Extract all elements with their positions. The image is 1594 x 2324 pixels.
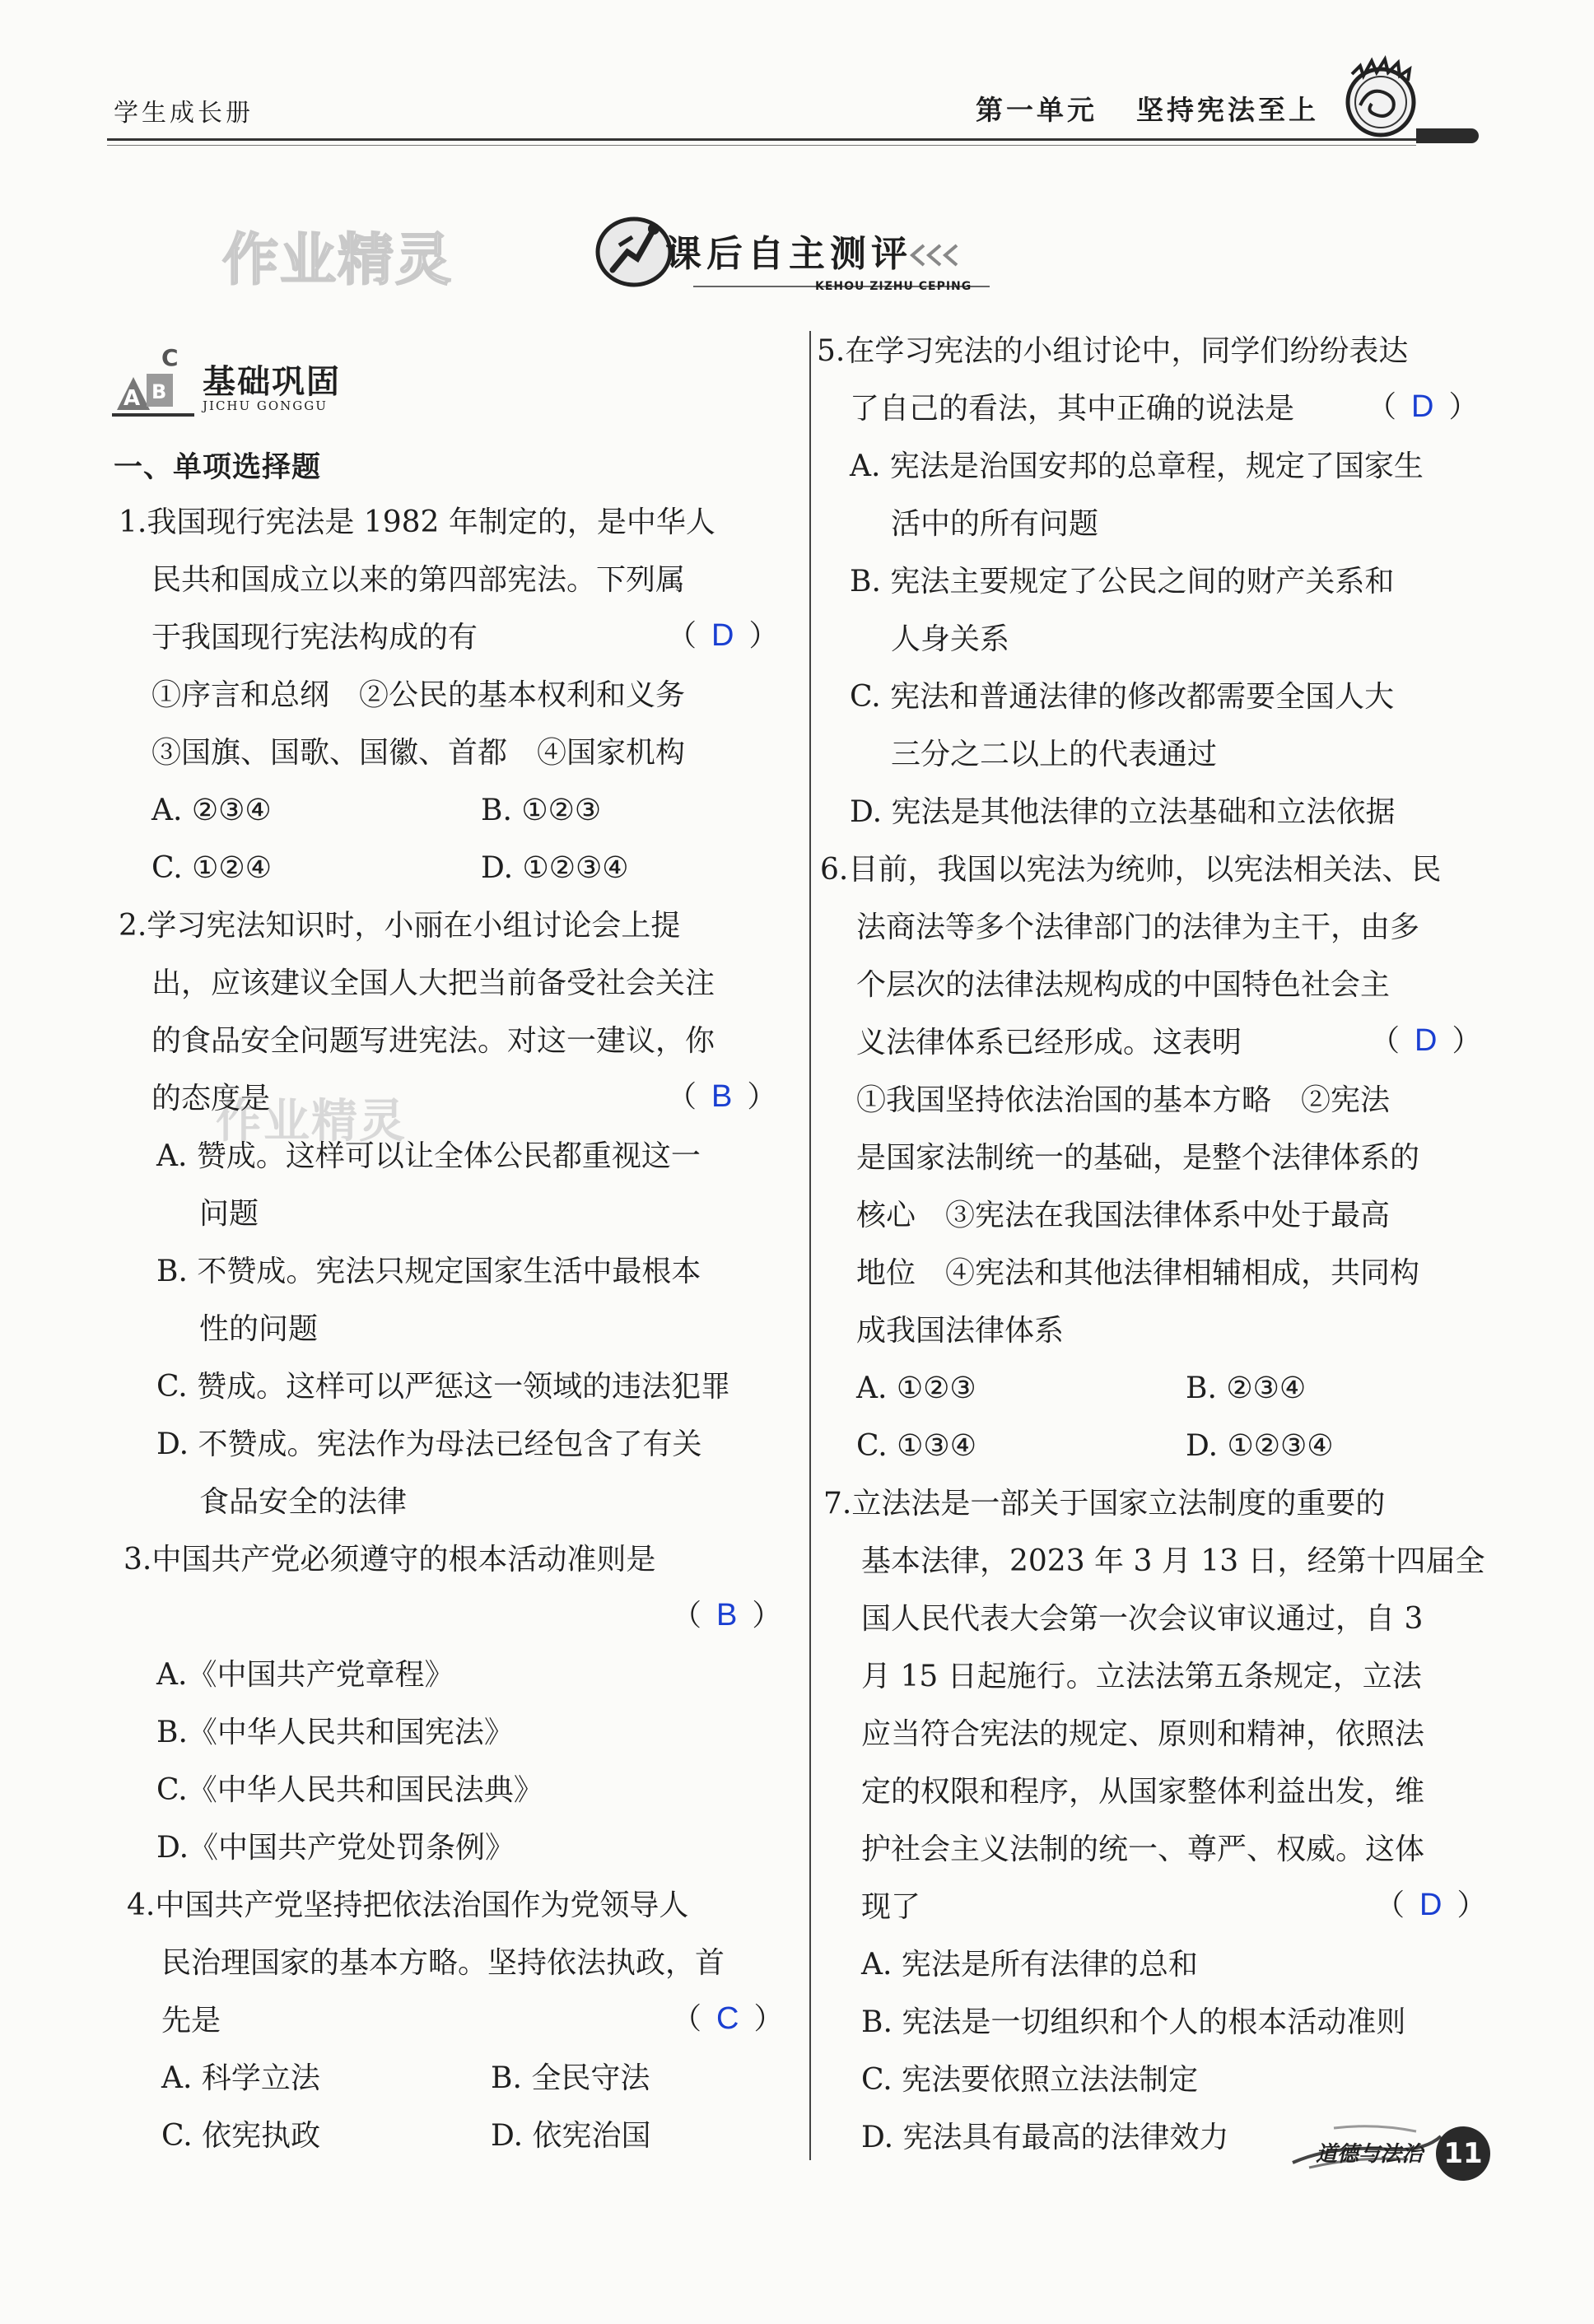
part-heading: 一、单项选择题 [114, 451, 322, 484]
column-divider [809, 331, 811, 2160]
answer-bracket: （ B ） [667, 1079, 777, 1114]
answer-option: B. 不赞成。宪法只规定国家生活中最根本 [156, 1255, 701, 1288]
answer-option: C. 宪法和普通法律的修改都需要全国人大 [850, 680, 1395, 714]
answer-option: D.《中国共产党处罚条例》 [156, 1831, 515, 1865]
abc-blocks-icon [112, 336, 194, 418]
question-text: 7.立法法是一部关于国家立法制度的重要的 [823, 1487, 1386, 1521]
page-number: 11 [1436, 2126, 1490, 2181]
answer-option: A. ②③④ [151, 794, 272, 827]
subject-label: 道德与法治 [1316, 2142, 1424, 2167]
question-text: 定的权限和程序，从国家整体利益出发，维 [861, 1775, 1425, 1809]
answer-option: 性的问题 [199, 1312, 319, 1346]
question-text: 5.在学习宪法的小组讨论中，同学们纷纷表达 [817, 334, 1409, 368]
answer-option: C. 依宪执政 [161, 2119, 321, 2153]
answer-bracket: （ D ） [1375, 1888, 1487, 1922]
question-text: 3.中国共产党必须遵守的根本活动准则是 [124, 1543, 656, 1577]
answer-option: A. 宪法是所有法律的总和 [861, 1948, 1198, 1982]
question-text: 先是 [161, 2004, 221, 2038]
question-text: 个层次的法律法规构成的中国特色社会主 [856, 968, 1391, 1002]
answer-option: D. 依宪治国 [491, 2119, 651, 2153]
answer-option: C. 赞成。这样可以严惩这一领域的违法犯罪 [156, 1370, 731, 1404]
answer-option: 活中的所有问题 [891, 507, 1099, 541]
answer-value: D [1411, 389, 1434, 424]
svg-text:C: C [161, 344, 179, 371]
svg-text:A: A [124, 386, 141, 411]
answer-option: C. ①③④ [856, 1429, 976, 1463]
answer-option: 人身关系 [891, 622, 1010, 656]
question-text: 基本法律，2023 年 3 月 13 日，经第十四届全 [861, 1544, 1485, 1578]
answer-value: B [716, 1598, 738, 1632]
answer-option: D. 宪法是其他法律的立法基础和立法依据 [850, 795, 1396, 829]
answer-bracket: （ C ） [672, 2001, 784, 2036]
statement-item: 地位 ④宪法和其他法律相辅相成，共同构 [856, 1256, 1420, 1290]
banner-title: 课后自主测评 [665, 233, 912, 275]
question-text: 义法律体系已经形成。这表明 [856, 1026, 1242, 1060]
answer-option: B. ②③④ [1186, 1372, 1307, 1405]
answer-bracket: （ D ） [667, 618, 779, 653]
answer-option: 三分之二以上的代表通过 [891, 738, 1218, 771]
watermark: 作业精灵 [222, 228, 454, 293]
question-text: 的态度是 [151, 1082, 271, 1115]
statement-item: ①我国坚持依法治国的基本方略 ②宪法 [856, 1083, 1391, 1117]
answer-option: B. 全民守法 [491, 2061, 650, 2095]
answer-value: D [1415, 1023, 1438, 1058]
question-text: 4.中国共产党坚持把依法治国作为党领导人 [127, 1889, 689, 1922]
answer-value: D [1419, 1888, 1443, 1922]
answer-option: D. 宪法具有最高的法律效力 [861, 2121, 1229, 2154]
answer-option: A. 科学立法 [161, 2061, 320, 2095]
question-text: 的食品安全问题写进宪法。对这一建议，你 [151, 1024, 715, 1058]
header-tail [1416, 128, 1479, 143]
answer-option: A. 宪法是治国安邦的总章程，规定了国家生 [850, 449, 1424, 483]
answer-option: D. ①②③④ [481, 851, 629, 885]
question-text: 现了 [861, 1890, 921, 1924]
question-text: 民共和国成立以来的第四部宪法。下列属 [151, 563, 686, 597]
question-text: 2.学习宪法知识时，小丽在小组讨论会上提 [119, 909, 681, 943]
statement-item: ③国旗、国歌、国徽、首都 ④国家机构 [151, 736, 686, 770]
question-text: 应当符合宪法的规定、原则和精神，依照法 [861, 1717, 1425, 1751]
statement-item: ①序言和总纲 ②公民的基本权利和义务 [151, 678, 686, 712]
answer-value: B [711, 1079, 733, 1114]
answer-option: 问题 [199, 1197, 259, 1231]
answer-option: A. 赞成。这样可以让全体公民都重视这一 [156, 1139, 701, 1173]
answer-option: C. ①②④ [151, 851, 272, 885]
question-text: 出，应该建议全国人大把当前备受社会关注 [151, 966, 715, 1000]
answer-value: D [711, 618, 734, 653]
answer-bracket: （ B ） [672, 1598, 782, 1632]
unit-label: 第一单元 [976, 94, 1098, 126]
question-text: 月 15 日起施行。立法法第五条规定，立法 [861, 1660, 1422, 1693]
answer-option: B. ①②③ [481, 794, 602, 827]
unit-title: 坚持宪法至上 [1136, 94, 1319, 126]
answer-option: C.《中华人民共和国民法典》 [156, 1773, 543, 1807]
answer-option: D. 不赞成。宪法作为母法已经包含了有关 [156, 1427, 702, 1461]
answer-option: A. ①②③ [856, 1372, 976, 1405]
statement-item: 是国家法制统一的基础，是整个法律体系的 [856, 1141, 1420, 1175]
question-text: 国人民代表大会第一次会议审议通过，自 3 [861, 1602, 1424, 1636]
answer-option: B. 宪法是一切组织和个人的根本活动准则 [861, 2005, 1406, 2039]
svg-text:B: B [151, 380, 167, 403]
banner-subtitle: KEHOU ZIZHU CEPING [815, 280, 972, 293]
section-subtitle: JICHU GONGGU [203, 398, 328, 413]
answer-option: A.《中国共产党章程》 [156, 1658, 454, 1692]
question-text: 了自己的看法，其中正确的说法是 [850, 392, 1295, 426]
watermark: 作业精灵 [216, 1095, 407, 1148]
answer-option: D. ①②③④ [1186, 1429, 1334, 1463]
header-rule [107, 138, 1416, 141]
answer-option: C. 宪法要依照立法法制定 [861, 2063, 1199, 2097]
answer-bracket: （ D ） [1370, 1023, 1482, 1058]
dragon-emblem-icon [1335, 54, 1426, 145]
question-text: 护社会主义法制的统一、尊严、权威。这体 [861, 1833, 1425, 1866]
answer-value: C [716, 2001, 739, 2036]
question-text: 1.我国现行宪法是 1982 年制定的，是中华人 [119, 505, 715, 539]
section-title: 基础巩固 [203, 363, 341, 401]
question-text: 于我国现行宪法构成的有 [151, 621, 478, 654]
answer-bracket: （ D ） [1367, 389, 1479, 424]
statement-item: 成我国法律体系 [856, 1314, 1065, 1348]
header-rule-thin [107, 145, 1416, 146]
answer-option: 食品安全的法律 [199, 1485, 408, 1519]
answer-option: B.《中华人民共和国宪法》 [156, 1716, 514, 1749]
question-text: 6.目前，我国以宪法为统帅，以宪法相关法、民 [820, 853, 1442, 887]
question-text: 民治理国家的基本方略。坚持依法执政，首 [161, 1946, 725, 1980]
question-text: 法商法等多个法律部门的法律为主干，由多 [856, 911, 1420, 944]
book-title: 学生成长册 [114, 99, 254, 128]
answer-option: B. 宪法主要规定了公民之间的财产关系和 [850, 565, 1395, 598]
statement-item: 核心 ③宪法在我国法律体系中处于最高 [856, 1199, 1391, 1232]
